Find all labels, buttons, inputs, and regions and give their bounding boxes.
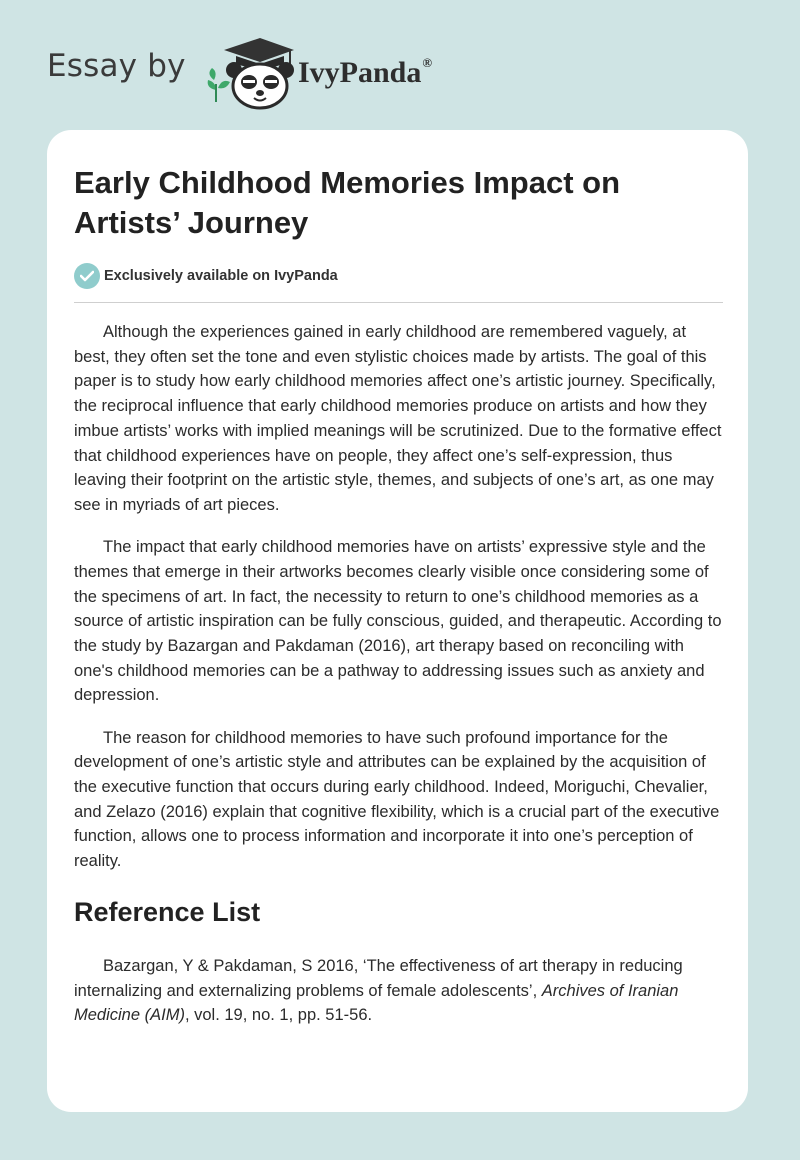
reference-journal: Archives of Iranian Medicine (AIM)	[74, 981, 679, 1025]
reference-details: , vol. 19, no. 1, pp. 51-56.	[184, 1006, 373, 1025]
references-heading: Reference List	[74, 897, 261, 927]
reference-text: Bazargan, Y & Pakdaman, S 2016, ‘The effectiveness of art therapy in reducing internalizing and externalizing problems of female adolescents’,	[74, 957, 683, 1000]
reference-list	[74, 954, 723, 1028]
paragraph: The impact that early childhood memories have on artists’ expressive style and the themes that emerge in their artworks becomes clearly visible once considering some of the specimens of art. In fact, the necessity to return to one’s childhood memories as a source of artistic inspiration can be fully conscious, guided, and therapeutic. According to the study by Bazargan and Pakdaman (2016), art therapy based on reconciling with one's childhood memories can be a pathway to addressing issues such as anxiety and depression.	[74, 538, 722, 705]
page-title: Early Childhood Memories Impact on Artists’ Journey	[74, 165, 621, 240]
registered-mark: ®	[422, 55, 433, 70]
essay-by-label: Essay by	[47, 48, 186, 84]
divider	[74, 302, 723, 303]
brand-text: IvyPanda	[298, 56, 422, 89]
reference-item	[74, 954, 723, 1028]
site-header	[0, 0, 800, 130]
essay-card	[47, 130, 748, 1112]
badge-label: Exclusively available on IvyPanda	[104, 268, 338, 284]
panda-graduate-icon[interactable]	[200, 34, 298, 110]
check-icon	[74, 263, 100, 289]
essay-body	[74, 320, 723, 891]
brand-name[interactable]	[298, 56, 432, 90]
paragraph: The reason for childhood memories to have such profound importance for the development of one’s artistic style and attributes can be explained by the acquisition of the executive function that occurs during early childhood. Indeed, Moriguchi, Chevalier, and Zelazo (2016) explain that cognitive flexibility, which is a crucial part of the executive function, allows one to process information and incorporate it into one’s perception of reality.	[74, 728, 720, 871]
paragraph: Although the experiences gained in early childhood are remembered vaguely, at best, they often set the tone and even stylistic choices made by artists. The goal of this paper is to study how early childhood memories affect one’s artistic journey. Specifically, the reciprocal influence that early childhood memories produce on artists and how they imbue artists’ works with implied meanings will be scrutinized. Due to the formative effect that childhood experiences have on people, they affect one’s self-expression, thus leaving their footprint on the artistic style, themes, and subjects of one’s art, as one may see in myriads of art pieces.	[74, 323, 722, 514]
